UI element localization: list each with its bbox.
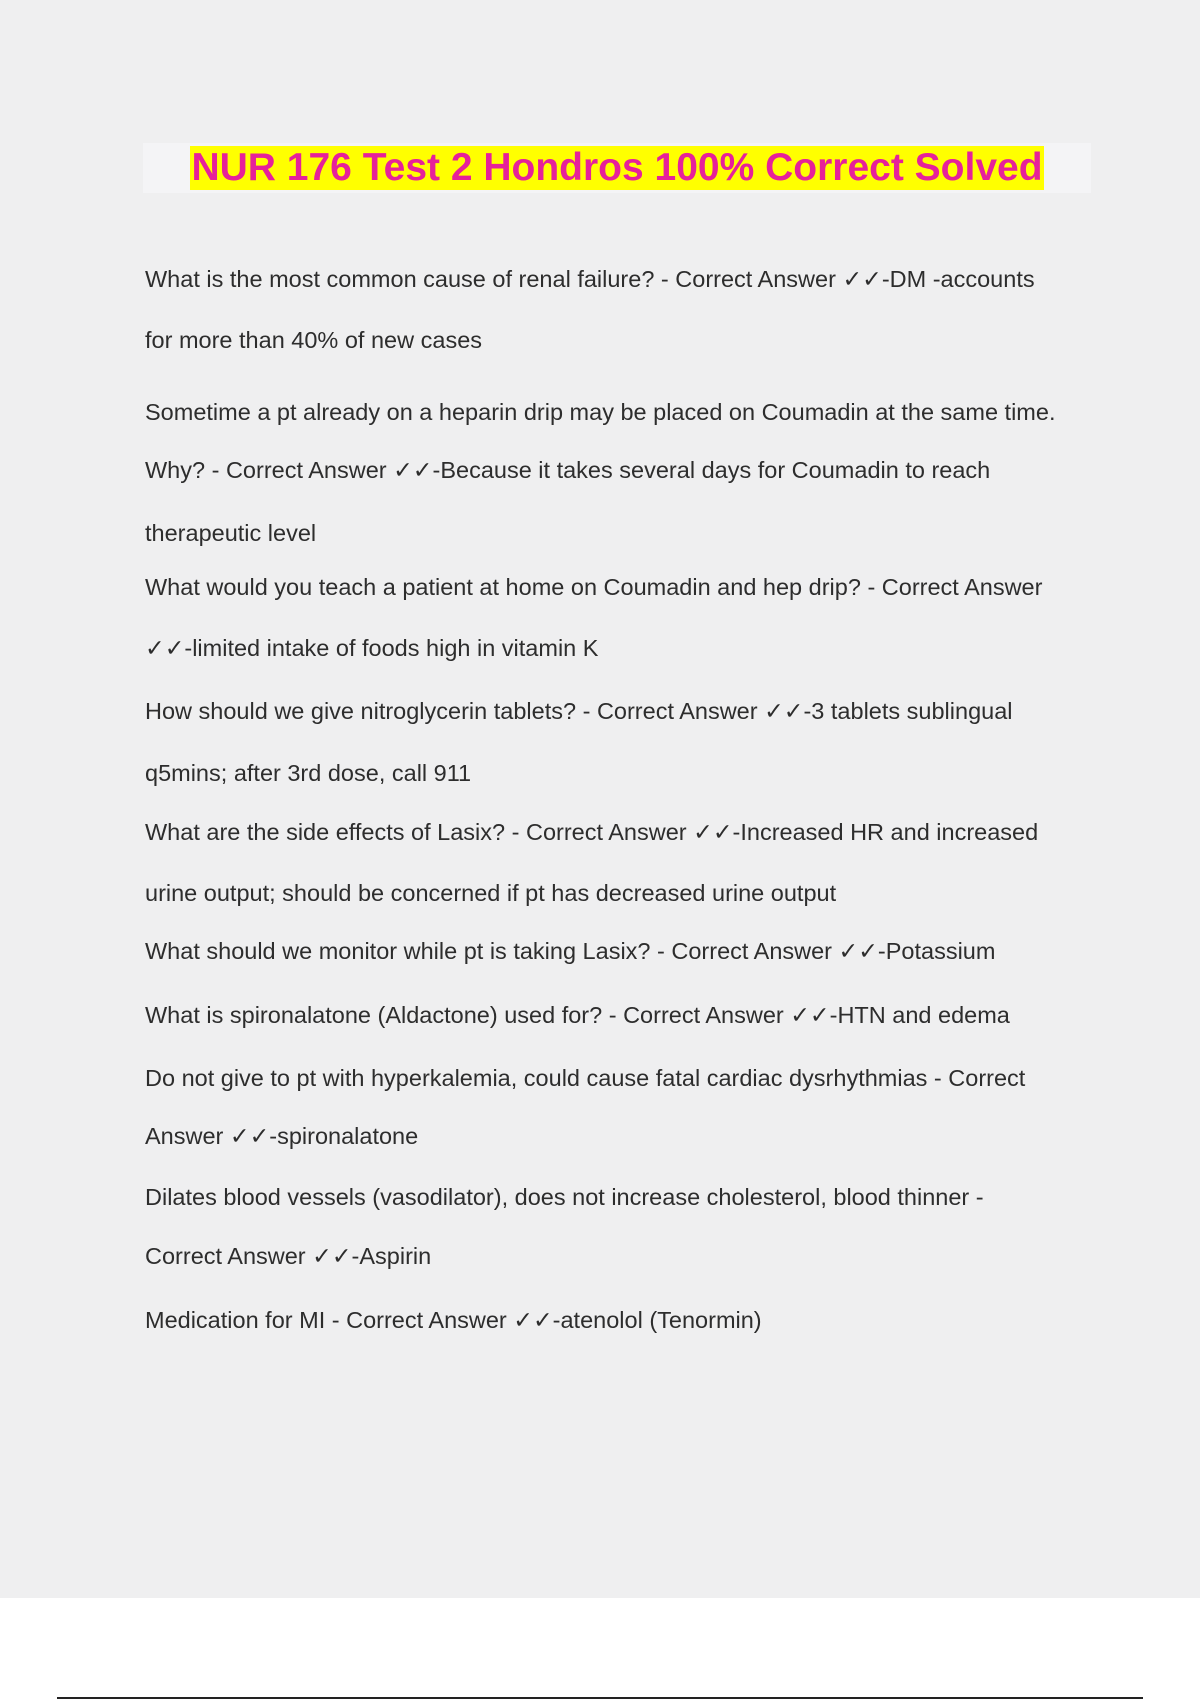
qa-line-5: therapeutic level xyxy=(145,520,317,546)
qa-line-16: Dilates blood vessels (vasodilator), does not increase cholesterol, blood thinner - xyxy=(145,1184,984,1210)
qa-line-11: urine output; should be concerned if pt has decreased urine output xyxy=(145,880,837,906)
title-band xyxy=(143,143,1091,193)
qa-line-6: What would you teach a patient at home on Coumadin and hep drip? - Correct Answer xyxy=(145,574,1043,600)
qa-line-17: Correct Answer ✓✓-Aspirin xyxy=(145,1243,432,1269)
qa-line-10: What are the side effects of Lasix? - Correct Answer ✓✓-Increased HR and increased xyxy=(145,819,1039,845)
qa-line-12: What should we monitor while pt is taking Lasix? - Correct Answer ✓✓-Potassium xyxy=(145,938,996,964)
qa-line-18: Medication for MI - Correct Answer ✓✓-atenolol (Tenormin) xyxy=(145,1307,762,1333)
qa-line-13: What is spironalatone (Aldactone) used for? - Correct Answer ✓✓-HTN and edema xyxy=(145,1002,1010,1028)
footer-rule xyxy=(57,1697,1143,1699)
qa-line-14: Do not give to pt with hyperkalemia, could cause fatal cardiac dysrhythmias - Correct xyxy=(145,1065,1026,1091)
qa-line-15: Answer ✓✓-spironalatone xyxy=(145,1123,419,1149)
document-title: NUR 176 Test 2 Hondros 100% Correct Solved xyxy=(191,146,1043,189)
qa-line-2: for more than 40% of new cases xyxy=(145,327,483,353)
qa-line-9: q5mins; after 3rd dose, call 911 xyxy=(145,760,472,786)
qa-line-7: ✓✓-limited intake of foods high in vitamin K xyxy=(145,635,599,661)
qa-line-4: Why? - Correct Answer ✓✓-Because it takes several days for Coumadin to reach xyxy=(145,457,991,483)
qa-line-8: How should we give nitroglycerin tablets? - Correct Answer ✓✓-3 tablets sublingual xyxy=(145,698,1013,724)
qa-line-1: What is the most common cause of renal failure? - Correct Answer ✓✓-DM -accounts xyxy=(145,266,1035,292)
qa-line-3: Sometime a pt already on a heparin drip may be placed on Coumadin at the same time. xyxy=(145,399,1056,425)
